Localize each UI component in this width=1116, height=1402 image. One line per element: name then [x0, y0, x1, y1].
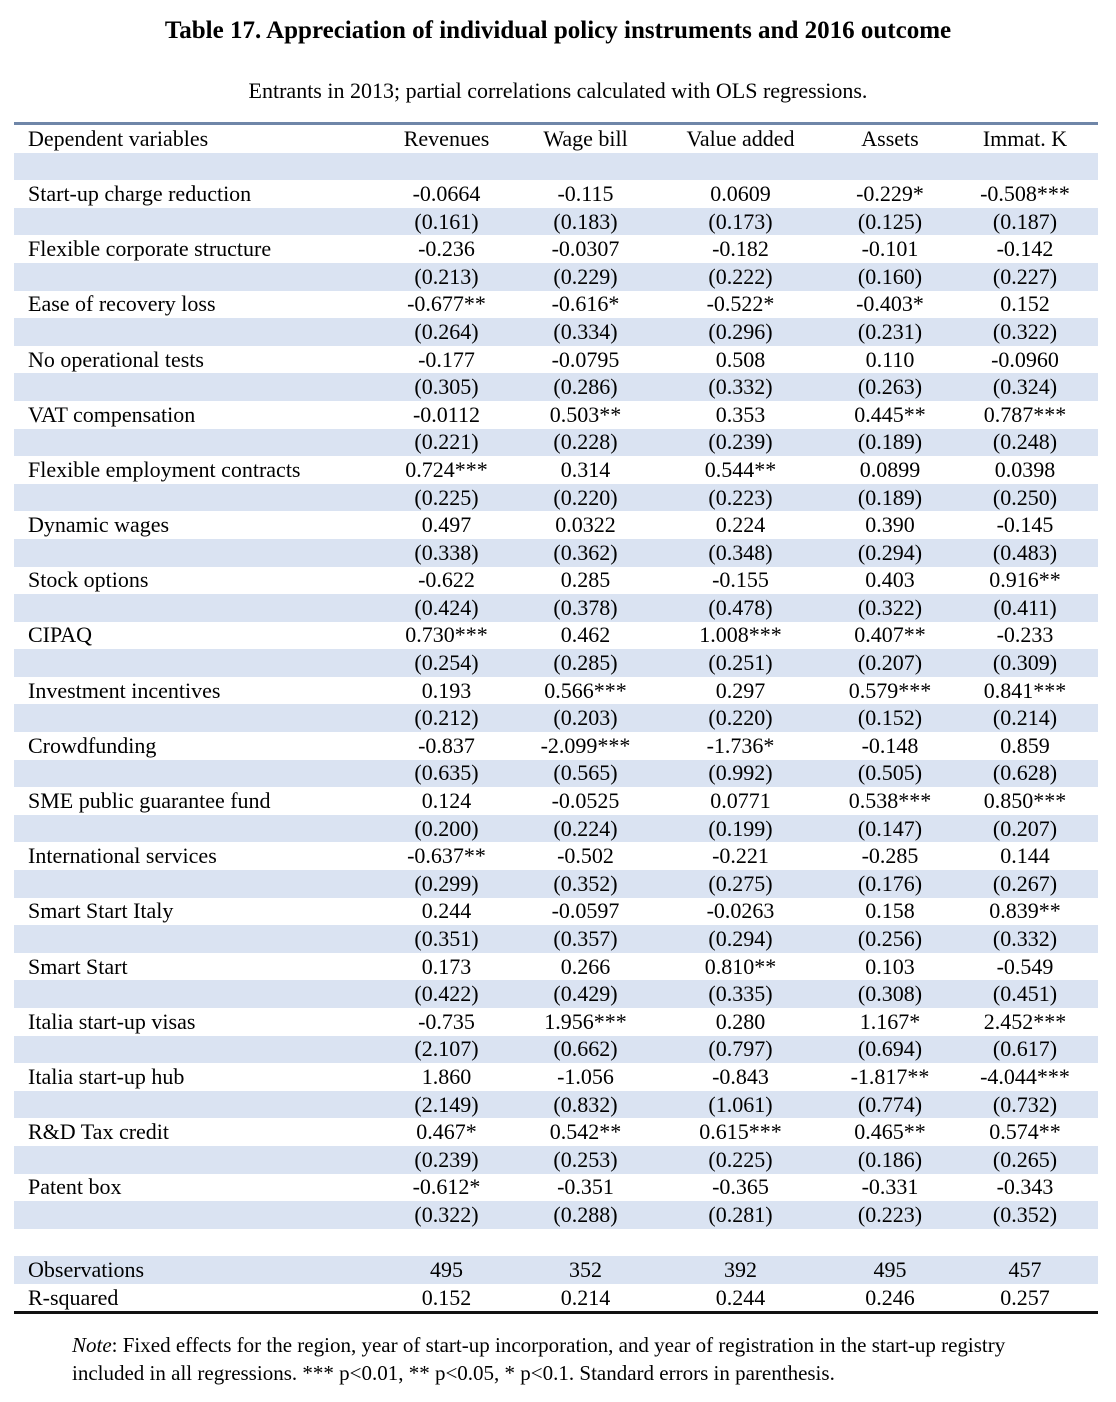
coefficient-cell: 0.0398: [994, 456, 1056, 482]
std-error-cell: (0.483): [992, 539, 1058, 565]
std-error-cell: (0.451): [992, 981, 1058, 1007]
coefficient-cell: 0.407**: [854, 622, 926, 648]
coefficient-cell: 0.0899: [859, 456, 921, 482]
regression-table: [14, 125, 1098, 1312]
coef-row: [14, 291, 1098, 319]
std-error-cell: (0.294): [708, 926, 773, 952]
std-error-cell: (0.264): [414, 318, 479, 344]
coefficient-cell: -0.0960: [991, 346, 1059, 372]
coef-row: [14, 401, 1098, 429]
coefficient-cell: -0.0795: [551, 346, 620, 372]
coefficient-cell: -0.843: [712, 1063, 769, 1089]
coefficient-cell: -0.0597: [551, 898, 620, 924]
coefficient-cell: 0.314: [560, 456, 611, 482]
coefficient-cell: 0.859: [1000, 732, 1050, 758]
coef-row: [14, 567, 1098, 595]
std-error-cell: (0.429): [553, 981, 618, 1007]
blank-row: [14, 1229, 1098, 1257]
coefficient-cell: 0.615***: [699, 1119, 782, 1145]
std-error-cell: (0.322): [414, 1201, 479, 1227]
coef-row: [14, 622, 1098, 650]
se-row: [14, 594, 1098, 622]
std-error-cell: (0.505): [857, 760, 923, 786]
coefficient-cell: -2.099***: [540, 732, 631, 758]
std-error-cell: (0.225): [414, 484, 479, 510]
coef-row: [14, 677, 1098, 705]
bottom-rule: [14, 1311, 1098, 1314]
std-error-cell: (0.253): [553, 1146, 618, 1172]
table-note: [72, 1331, 1072, 1387]
coefficient-cell: -0.331: [861, 1174, 919, 1200]
variable-label: Start-up charge reduction: [28, 180, 252, 206]
coef-row: [14, 1063, 1098, 1091]
std-error-cell: (0.187): [992, 208, 1058, 234]
variable-label: CIPAQ: [28, 622, 92, 648]
stat-label: R-squared: [28, 1284, 119, 1310]
std-error-cell: (0.160): [857, 263, 923, 289]
std-error-cell: (0.267): [992, 870, 1058, 896]
se-row: [14, 1036, 1098, 1064]
coefficient-cell: 0.403: [865, 567, 915, 593]
std-error-cell: (0.378): [553, 594, 618, 620]
coefficient-cell: 0.152: [1000, 291, 1050, 317]
variable-label: Stock options: [28, 567, 149, 593]
coefficient-cell: -1.736*: [706, 732, 775, 758]
coefficient-cell: -1.056: [557, 1063, 614, 1089]
coef-row: [14, 235, 1098, 263]
std-error-cell: (2.107): [414, 1036, 479, 1062]
coefficient-cell: 0.467*: [416, 1119, 477, 1145]
coefficient-cell: -0.177: [418, 346, 475, 372]
std-error-cell: (0.214): [992, 705, 1058, 731]
std-error-cell: (0.212): [414, 705, 479, 731]
coef-row: [14, 842, 1098, 870]
coef-row: [14, 1174, 1098, 1202]
table-header-row: [14, 125, 1098, 153]
coefficient-cell: -0.101: [861, 236, 919, 262]
se-row: [14, 649, 1098, 677]
std-error-cell: (0.296): [708, 318, 773, 344]
std-error-cell: (0.299): [414, 870, 479, 896]
coefficient-cell: -0.0112: [412, 401, 480, 427]
coefficient-cell: 0.158: [865, 898, 915, 924]
stat-label: Observations: [28, 1257, 145, 1283]
se-row: [14, 263, 1098, 291]
std-error-cell: (0.565): [553, 760, 618, 786]
coef-row: [14, 787, 1098, 815]
coefficient-cell: 0.224: [715, 512, 766, 538]
coefficient-cell: 0.193: [421, 677, 472, 703]
std-error-cell: (0.147): [857, 815, 923, 841]
coefficient-cell: -0.0307: [551, 236, 620, 262]
std-error-cell: (2.149): [414, 1091, 479, 1117]
std-error-cell: (0.225): [708, 1146, 773, 1172]
coefficient-cell: 0.0322: [555, 512, 616, 538]
se-row: [14, 208, 1098, 236]
coef-row: [14, 1118, 1098, 1146]
std-error-cell: (0.285): [553, 650, 618, 676]
coefficient-cell: -0.616*: [551, 291, 620, 317]
std-error-cell: (1.061): [708, 1091, 773, 1117]
std-error-cell: (0.265): [992, 1146, 1058, 1172]
std-error-cell: (0.352): [553, 870, 618, 896]
header-cell-dependent-variables: Dependent variables: [28, 125, 209, 151]
coefficient-cell: 0.787***: [983, 401, 1067, 427]
coefficient-cell: 0.297: [715, 677, 766, 703]
coefficient-cell: 0.462: [560, 622, 611, 648]
std-error-cell: (0.256): [857, 926, 923, 952]
coefficient-cell: -0.145: [996, 512, 1054, 538]
std-error-cell: (0.774): [857, 1091, 923, 1117]
coefficient-cell: -0.403*: [856, 291, 924, 317]
std-error-cell: (0.239): [708, 429, 773, 455]
std-error-cell: (0.176): [857, 870, 923, 896]
coefficient-cell: 1.008***: [699, 622, 782, 648]
coefficient-cell: -0.677**: [407, 291, 486, 317]
std-error-cell: (0.992): [708, 760, 773, 786]
coefficient-cell: -4.044***: [980, 1063, 1070, 1089]
std-error-cell: (0.125): [857, 208, 923, 234]
coefficient-cell: 0.566***: [544, 677, 627, 703]
stat-cell: 0.257: [1000, 1284, 1050, 1310]
coefficient-cell: 0.266: [560, 953, 611, 979]
std-error-cell: (0.732): [992, 1091, 1058, 1117]
stat-row: [14, 1284, 1098, 1312]
std-error-cell: (0.250): [992, 484, 1058, 510]
stat-row: [14, 1256, 1098, 1284]
coefficient-cell: 0.841***: [983, 677, 1067, 703]
std-error-cell: (0.263): [857, 374, 923, 400]
std-error-cell: (0.411): [993, 594, 1057, 620]
std-error-cell: (0.635): [414, 760, 479, 786]
se-row: [14, 1201, 1098, 1229]
coefficient-cell: -0.182: [712, 236, 769, 262]
table-subtitle: Entrants in 2013; partial correlations calculated with OLS regressions.: [248, 78, 868, 103]
coefficient-cell: 0.503**: [549, 401, 622, 427]
coefficient-cell: -0.622: [418, 567, 475, 593]
table-title: Table 17. Appreciation of individual policy instruments and 2016 outcome: [164, 17, 952, 44]
se-row: [14, 484, 1098, 512]
std-error-cell: (0.213): [414, 263, 479, 289]
se-row: [14, 318, 1098, 346]
coefficient-cell: 0.839**: [989, 898, 1061, 924]
std-error-cell: (0.324): [992, 374, 1058, 400]
coefficient-cell: 0.724***: [405, 456, 488, 482]
std-error-cell: (0.173): [708, 208, 773, 234]
std-error-cell: (0.221): [414, 429, 479, 455]
std-error-cell: (0.248): [992, 429, 1058, 455]
coef-row: [14, 511, 1098, 539]
variable-label: Italia start-up visas: [28, 1008, 196, 1034]
coefficient-cell: -1.817**: [850, 1063, 930, 1089]
coefficient-cell: 0.542**: [549, 1119, 622, 1145]
std-error-cell: (0.424): [414, 594, 479, 620]
se-row: [14, 539, 1098, 567]
coef-row: [14, 1008, 1098, 1036]
std-error-cell: (0.251): [708, 650, 773, 676]
std-error-cell: (0.338): [414, 539, 479, 565]
std-error-cell: (0.220): [708, 705, 773, 731]
std-error-cell: (0.797): [708, 1036, 773, 1062]
coefficient-cell: 1.167*: [859, 1008, 921, 1034]
std-error-cell: (0.223): [857, 1201, 923, 1227]
coefficient-cell: -0.155: [712, 567, 769, 593]
coefficient-cell: 0.445**: [854, 401, 926, 427]
coefficient-cell: 1.860: [421, 1063, 472, 1089]
coefficient-cell: 0.730***: [405, 622, 488, 648]
std-error-cell: (0.189): [857, 429, 923, 455]
coefficient-cell: 0.916**: [989, 567, 1061, 593]
coefficient-cell: -0.502: [557, 843, 614, 869]
coef-row: [14, 953, 1098, 981]
std-error-cell: (0.628): [992, 760, 1058, 786]
coefficient-cell: -0.236: [418, 236, 475, 262]
coefficient-cell: 0.579***: [848, 677, 932, 703]
std-error-cell: (0.478): [708, 594, 773, 620]
coefficient-cell: -0.343: [996, 1174, 1054, 1200]
coefficient-cell: 0.0771: [710, 788, 771, 814]
coefficient-cell: 0.810**: [704, 953, 777, 979]
coefficient-cell: -0.351: [557, 1174, 614, 1200]
coefficient-cell: -0.115: [557, 180, 614, 206]
coefficient-cell: -0.735: [418, 1008, 475, 1034]
std-error-cell: (0.332): [708, 374, 773, 400]
coefficient-cell: -0.229*: [856, 180, 924, 206]
std-error-cell: (0.322): [992, 318, 1058, 344]
std-error-cell: (0.286): [553, 374, 618, 400]
coefficient-cell: -0.142: [996, 236, 1054, 262]
variable-label: Flexible employment contracts: [28, 456, 301, 482]
coefficient-cell: -0.0664: [412, 180, 481, 206]
coefficient-cell: 0.285: [560, 567, 611, 593]
std-error-cell: (0.161): [414, 208, 479, 234]
std-error-cell: (0.662): [553, 1036, 618, 1062]
std-error-cell: (0.357): [553, 926, 618, 952]
coef-row: [14, 346, 1098, 374]
std-error-cell: (0.348): [708, 539, 773, 565]
coef-row: [14, 456, 1098, 484]
coefficient-cell: -0.148: [861, 732, 919, 758]
coefficient-cell: -0.0525: [551, 788, 620, 814]
variable-label: No operational tests: [28, 346, 204, 372]
coefficient-cell: 0.103: [865, 953, 915, 979]
stat-cell: 0.152: [421, 1284, 472, 1310]
stat-cell: 352: [569, 1257, 602, 1283]
coef-row: [14, 898, 1098, 926]
variable-label: R&D Tax credit: [28, 1119, 170, 1145]
coef-row: [14, 732, 1098, 760]
std-error-cell: (0.229): [553, 263, 618, 289]
variable-label: Flexible corporate structure: [28, 236, 272, 262]
coefficient-cell: 0.173: [421, 953, 472, 979]
coefficient-cell: -0.837: [418, 732, 475, 758]
coefficient-cell: -0.285: [861, 843, 919, 869]
std-error-cell: (0.207): [857, 650, 923, 676]
std-error-cell: (0.351): [414, 926, 479, 952]
coef-row: [14, 180, 1098, 208]
std-error-cell: (0.224): [553, 815, 618, 841]
variable-label: Smart Start Italy: [28, 898, 174, 924]
variable-label: International services: [28, 843, 217, 869]
coefficient-cell: -0.0263: [706, 898, 775, 924]
coefficient-cell: -0.549: [996, 953, 1054, 979]
std-error-cell: (0.308): [857, 981, 923, 1007]
std-error-cell: (0.305): [414, 374, 479, 400]
stat-cell: 457: [1008, 1257, 1042, 1283]
se-row: [14, 925, 1098, 953]
std-error-cell: (0.281): [708, 1201, 773, 1227]
coefficient-cell: 0.124: [421, 788, 472, 814]
coefficient-cell: 0.0609: [710, 180, 771, 206]
coefficient-cell: 0.244: [421, 898, 472, 924]
se-row: [14, 429, 1098, 457]
stat-cell: 495: [873, 1257, 907, 1283]
variable-label: Patent box: [28, 1174, 122, 1200]
std-error-cell: (0.335): [708, 981, 773, 1007]
variable-label: Italia start-up hub: [28, 1063, 185, 1089]
variable-label: Ease of recovery loss: [28, 291, 216, 317]
se-row: [14, 1091, 1098, 1119]
header-cell: Revenues: [403, 125, 490, 151]
coefficient-cell: 0.508: [715, 346, 766, 372]
std-error-cell: (0.322): [857, 594, 923, 620]
coefficient-cell: 0.144: [1000, 843, 1050, 869]
variable-label: VAT compensation: [28, 401, 196, 427]
coefficient-cell: 0.574**: [989, 1119, 1061, 1145]
coefficient-cell: 0.353: [715, 401, 766, 427]
std-error-cell: (0.189): [857, 484, 923, 510]
std-error-cell: (0.332): [992, 926, 1058, 952]
variable-label: SME public guarantee fund: [28, 788, 271, 814]
coefficient-cell: -0.365: [712, 1174, 769, 1200]
std-error-cell: (0.183): [553, 208, 618, 234]
variable-label: Investment incentives: [28, 677, 221, 703]
header-cell: Assets: [861, 125, 919, 151]
coefficient-cell: -0.637**: [407, 843, 486, 869]
coefficient-cell: 0.850***: [983, 788, 1067, 814]
std-error-cell: (0.275): [708, 870, 773, 896]
header-cell: Value added: [686, 125, 795, 151]
se-row: [14, 760, 1098, 788]
variable-label: Crowdfunding: [28, 732, 157, 758]
std-error-cell: (0.207): [992, 815, 1058, 841]
coefficient-cell: 2.452***: [983, 1008, 1067, 1034]
std-error-cell: (0.203): [553, 705, 618, 731]
std-error-cell: (0.334): [553, 318, 618, 344]
std-error-cell: (0.227): [992, 263, 1058, 289]
coefficient-cell: 0.538***: [848, 788, 932, 814]
header-cell: Immat. K: [982, 125, 1068, 151]
std-error-cell: (0.422): [414, 981, 479, 1007]
std-error-cell: (0.223): [708, 484, 773, 510]
coefficient-cell: -0.612*: [412, 1174, 481, 1200]
std-error-cell: (0.186): [857, 1146, 923, 1172]
coefficient-cell: 0.497: [421, 512, 472, 538]
std-error-cell: (0.152): [857, 705, 923, 731]
coefficient-cell: 1.956***: [544, 1008, 627, 1034]
note-label: Note: [72, 1333, 112, 1357]
stat-cell: 0.214: [560, 1284, 611, 1310]
std-error-cell: (0.254): [414, 650, 479, 676]
std-error-cell: (0.832): [553, 1091, 618, 1117]
coefficient-cell: 0.465**: [854, 1119, 926, 1145]
stat-cell: 0.244: [715, 1284, 766, 1310]
coefficient-cell: 0.390: [865, 512, 915, 538]
spacer-row: [14, 153, 1098, 181]
stat-cell: 0.246: [865, 1284, 915, 1310]
std-error-cell: (0.228): [553, 429, 618, 455]
std-error-cell: (0.288): [553, 1201, 618, 1227]
std-error-cell: (0.309): [992, 650, 1058, 676]
std-error-cell: (0.617): [992, 1036, 1058, 1062]
se-row: [14, 980, 1098, 1008]
header-cell: Wage bill: [543, 125, 628, 151]
se-row: [14, 815, 1098, 843]
se-row: [14, 704, 1098, 732]
std-error-cell: (0.200): [414, 815, 479, 841]
stat-cell: 495: [430, 1257, 463, 1283]
std-error-cell: (0.199): [708, 815, 773, 841]
std-error-cell: (0.294): [857, 539, 923, 565]
coefficient-cell: -0.508***: [980, 180, 1070, 206]
coefficient-cell: 0.544**: [704, 456, 777, 482]
coefficient-cell: -0.221: [712, 843, 769, 869]
coefficient-cell: 0.110: [865, 346, 915, 372]
std-error-cell: (0.352): [992, 1201, 1058, 1227]
se-row: [14, 373, 1098, 401]
se-row: [14, 1146, 1098, 1174]
std-error-cell: (0.231): [857, 318, 923, 344]
se-row: [14, 870, 1098, 898]
variable-label: Smart Start: [28, 953, 128, 979]
note-text: : Fixed effects for the region, year of start-up incorporation, and year of registration in the start-up registry included in all regressions. *** p<0.01, ** p<0.05, * p<0.1. Standard errors in parenthesis.: [72, 1333, 1006, 1385]
coefficient-cell: 0.280: [715, 1008, 766, 1034]
stat-cell: 392: [724, 1257, 757, 1283]
coefficient-cell: -0.522*: [706, 291, 775, 317]
std-error-cell: (0.220): [553, 484, 618, 510]
coefficient-cell: -0.233: [996, 622, 1054, 648]
std-error-cell: (0.222): [708, 263, 773, 289]
std-error-cell: (0.694): [857, 1036, 923, 1062]
std-error-cell: (0.239): [414, 1146, 479, 1172]
variable-label: Dynamic wages: [28, 512, 170, 538]
std-error-cell: (0.362): [553, 539, 618, 565]
